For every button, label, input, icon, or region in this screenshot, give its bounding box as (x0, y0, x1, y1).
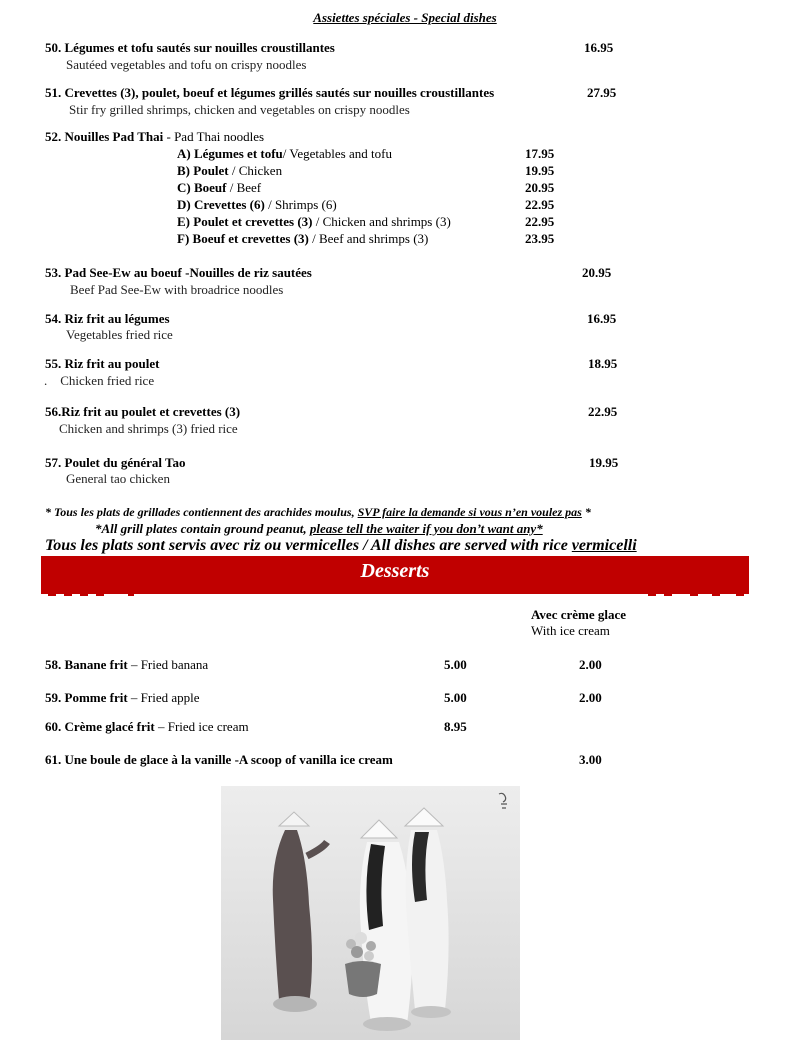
served-note-vermicelli: vermicelli (571, 537, 637, 554)
pad-thai-option (177, 163, 282, 179)
peanut-note-en-request: please tell the waiter if you don’t want any* (309, 521, 543, 536)
pad-thai-option (177, 231, 428, 247)
menu-item-57-price: 19.95 (589, 455, 619, 470)
pad-thai-option-price: 22.95 (525, 197, 555, 212)
menu-item-51-title: 51. Crevettes (3), poulet, boeuf et légumes grillés sautés sur nouilles croustillantes (45, 85, 495, 100)
menu-item-56-english: Chicken and shrimps (3) fried rice (59, 421, 238, 436)
dessert-item-59-ice-price: 2.00 (579, 690, 602, 705)
served-note (45, 537, 637, 555)
desserts-title: Desserts (360, 560, 430, 582)
banner-dash (712, 594, 720, 596)
dessert-item-60-fr: 60. Crème glacé frit (45, 719, 155, 734)
menu-item-56-title: 56.Riz frit au poulet et crevettes (3) (45, 404, 241, 419)
menu-item-53-english: Beef Pad See-Ew with broadrice noodles (70, 282, 284, 297)
menu-item-50-title: 50. Légumes et tofu sautés sur nouilles croustillantes (45, 40, 335, 55)
menu-item-52-en: - Pad Thai noodles (163, 129, 265, 144)
menu-item-50-price: 16.95 (584, 40, 614, 55)
menu-item-51-price: 27.95 (587, 85, 617, 100)
menu-item-57-title: 57. Poulet du général Tao (45, 455, 186, 470)
pad-thai-option-price: 19.95 (525, 163, 555, 178)
peanut-note-fr-end: * (581, 505, 591, 519)
dessert-item-60 (45, 719, 249, 735)
dessert-item-59-fr: 59. Pomme frit (45, 690, 128, 705)
menu-item-54-english: Vegetables fried rice (66, 327, 173, 342)
banner-dash (48, 594, 56, 596)
banner-dash (64, 594, 72, 596)
menu-item-52-title (45, 129, 264, 145)
painting-image (221, 786, 520, 1040)
dessert-item-59-en: – Fried apple (127, 690, 200, 705)
peanut-note-fr-request: SVP faire la demande si vous n’en voulez pas (357, 505, 582, 519)
peanut-note-fr (45, 505, 591, 520)
dessert-item-60-price: 8.95 (444, 719, 467, 734)
dessert-item-58-fr: 58. Banane frit (45, 657, 128, 672)
served-note-text: Tous les plats sont servis avec riz ou vermicelles / All dishes are served with rice (45, 537, 572, 554)
dessert-item-58-ice-price: 2.00 (579, 657, 602, 672)
pad-thai-option-fr: A) Légumes et tofu (177, 146, 283, 161)
banner-dash (128, 594, 134, 596)
pad-thai-option-fr: D) Crevettes (6) (177, 197, 265, 212)
pad-thai-option-price: 17.95 (525, 146, 555, 161)
pad-thai-option-en: / Chicken (228, 163, 283, 178)
dessert-item-58-en: – Fried banana (127, 657, 209, 672)
pad-thai-option (177, 197, 337, 213)
pad-thai-option (177, 180, 261, 196)
banner-dash (690, 594, 698, 596)
pad-thai-option (177, 214, 451, 230)
dessert-item-58 (45, 657, 208, 673)
pad-thai-option-en: / Beef (226, 180, 262, 195)
banner-dash (664, 594, 672, 596)
pad-thai-option-fr: B) Poulet (177, 163, 229, 178)
peanut-note-en (95, 521, 543, 537)
peanut-note-en-text: *All grill plates contain ground peanut, (95, 521, 310, 536)
painting-illustration (221, 786, 520, 1040)
pad-thai-option-price: 22.95 (525, 214, 555, 229)
pad-thai-option-en: / Shrimps (6) (264, 197, 337, 212)
pad-thai-option-price: 23.95 (525, 231, 555, 246)
menu-item-55-price: 18.95 (588, 356, 618, 371)
dessert-item-58-price: 5.00 (444, 657, 467, 672)
pad-thai-option (177, 146, 392, 162)
dessert-item-61-ice-price: 3.00 (579, 752, 602, 767)
section-title: Assiettes spéciales - Special dishes (313, 10, 497, 25)
banner-dash (80, 594, 88, 596)
banner-dash (96, 594, 104, 596)
menu-item-55-english: . Chicken fried rice (44, 373, 155, 388)
menu-item-57-english: General tao chicken (66, 471, 170, 486)
menu-item-50-english: Sautéed vegetables and tofu on crispy noodles (66, 57, 307, 72)
pad-thai-option-price: 20.95 (525, 180, 555, 195)
dessert-item-59 (45, 690, 200, 706)
dessert-item-61: 61. Une boule de glace à la vanille -A scoop of vanilla ice cream (45, 752, 393, 767)
pad-thai-option-fr: E) Poulet et crevettes (3) (177, 214, 313, 229)
pad-thai-option-fr: C) Boeuf (177, 180, 227, 195)
menu-item-55-title: 55. Riz frit au poulet (45, 356, 160, 371)
dessert-item-59-price: 5.00 (444, 690, 467, 705)
menu-item-53-price: 20.95 (582, 265, 612, 280)
menu-item-54-price: 16.95 (587, 311, 617, 326)
dessert-item-60-en: – Fried ice cream (154, 719, 249, 734)
menu-item-51-english: Stir fry grilled shrimps, chicken and vegetables on crispy noodles (69, 102, 410, 117)
banner-dash (736, 594, 744, 596)
pad-thai-option-en: / Chicken and shrimps (3) (312, 214, 451, 229)
peanut-note-fr-text: * Tous les plats de grillades contiennent des arachides moulus, (45, 505, 358, 519)
pad-thai-option-en: / Beef and shrimps (3) (308, 231, 429, 246)
banner-dash (648, 594, 656, 596)
with-ice-cream-header-en: With ice cream (531, 623, 610, 638)
pad-thai-option-en: / Vegetables and tofu (282, 146, 392, 161)
menu-item-53-title: 53. Pad See-Ew au boeuf -Nouilles de riz sautées (45, 265, 312, 280)
menu-item-54-title: 54. Riz frit au légumes (45, 311, 170, 326)
with-ice-cream-header-fr: Avec crème glace (531, 607, 627, 622)
desserts-banner (41, 556, 749, 594)
menu-item-56-price: 22.95 (588, 404, 618, 419)
pad-thai-option-fr: F) Boeuf et crevettes (3) (177, 231, 309, 246)
menu-item-52-fr: 52. Nouilles Pad Thai (45, 129, 164, 144)
